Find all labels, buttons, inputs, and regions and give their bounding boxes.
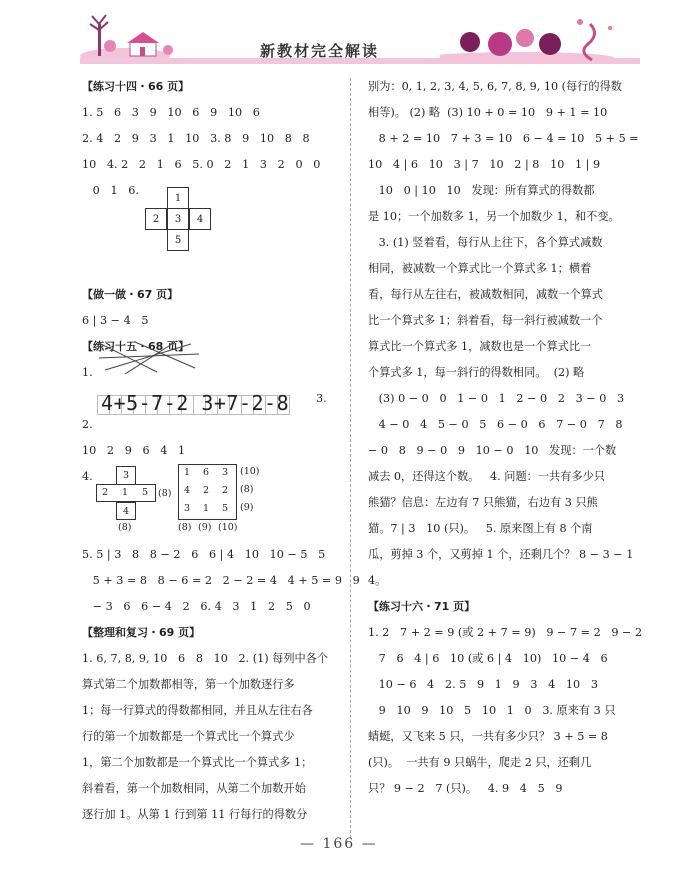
tree-house-decoration [80, 12, 190, 64]
answer-line: 看，每行从左往右，被减数相同，减数一个算式 [368, 288, 603, 301]
sum-box-right [178, 464, 288, 540]
answer-line: 7 6 4 | 6 10 (或 6 | 4 10) 10 − 4 6 [368, 652, 608, 665]
section-title: 【练习十六・71 页】 [368, 600, 476, 613]
answer-line: 5. 5 | 3 8 8 − 2 6 6 | 4 10 10 − 5 5 [82, 548, 326, 561]
answer-line: (3) 0 − 0 0 1 − 0 1 2 − 0 2 3 − 0 3 [368, 392, 625, 405]
sum-box-left [96, 466, 176, 536]
grid-cell-left: 2 [145, 208, 167, 230]
section-title: 【整理和复习・69 页】 [82, 626, 201, 639]
answer-line: 猫。7 | 3 10 (只)。 5. 原来图上有 8 个南 [368, 522, 593, 535]
grid-cell: 6 [203, 467, 210, 478]
column-divider [350, 78, 351, 838]
grid-cell-bottom: 5 [167, 229, 189, 251]
answer-line: − 3 6 6 − 4 2 6. 4 3 1 2 5 0 [82, 600, 311, 613]
col-label-3: (10) [218, 522, 238, 533]
right-column [368, 74, 668, 802]
box-cell-right: 5 [142, 487, 149, 498]
answer-line: 逐行加 1。从第 1 行到第 11 行每行的得数分 [82, 808, 308, 821]
answer-line: − 0 8 9 − 0 9 10 − 0 10 发现：一个数 [368, 444, 617, 457]
col-label-1: (8) [178, 522, 192, 533]
grid-cell-center: 3 [167, 208, 189, 230]
answer-line: 减去 0，还得这个数。 4. 问题：一共有多少只 [368, 470, 605, 483]
answer-line: 4。 [368, 574, 387, 587]
answer-line: 相同，被减数一个算式比一个算式多 1；横着 [368, 262, 592, 275]
grid-cell: 2 [203, 485, 210, 496]
figure-spacer [82, 204, 340, 230]
answer-line: 1. [82, 366, 93, 379]
header-title: 新教材完全解读 [260, 42, 380, 60]
answer-line: 瓜，剪掉 3 个，又剪掉 1 个，还剩几个？ 8 − 3 − 1 [368, 548, 634, 561]
answer-line: (只)。 一共有 9 只蜗牛，爬走 2 只，还剩几 [368, 756, 592, 769]
box-side-label: (8) [158, 488, 172, 499]
answer-line: 6 | 3 − 4 5 [82, 314, 149, 327]
answer-line: 1；每一行算式的得数都相同，并且从左往右各 [82, 704, 313, 717]
page-header [0, 0, 689, 78]
answer-line: 4 − 0 4 5 − 0 5 6 − 0 6 7 − 0 7 8 [368, 418, 623, 431]
section-title: 【做一做・67 页】 [82, 288, 179, 301]
box-cell-left: 2 [102, 487, 109, 498]
answer-line: 10 4 | 6 10 3 | 7 10 2 | 8 10 1 | 9 [368, 158, 601, 171]
answer-line: 8 + 2 = 10 7 + 3 = 10 6 − 4 = 10 5 + 5 = [368, 132, 639, 145]
answer-line: 4. [82, 470, 93, 483]
section-title: 【练习十五・68 页】 [82, 340, 190, 353]
answer-line: 是 10；一个加数多 1，另一个加数少 1，和不变。 [368, 210, 620, 223]
figure-spacer [82, 230, 340, 256]
answer-line: 3. (1) 竖着看，每行从上往下，各个算式减数 [368, 236, 603, 249]
answer-line: 9 10 9 10 5 10 1 0 3. 原来有 3 只 [368, 704, 616, 717]
grid-cell: 1 [203, 503, 210, 514]
answer-line: 1，第二个加数都是一个算式比一个算式多 1； [82, 756, 313, 769]
answer-line: 算式比一个算式多 1，减数也是一个算式比一 [368, 340, 592, 353]
answer-line: 相等)。 (2) 略 (3) 10 + 0 = 10 9 + 1 = 10 [368, 106, 608, 119]
row-label-2: (8) [240, 484, 254, 495]
grid-cell: 4 [184, 485, 191, 496]
answer-line: 10 − 6 4 2. 5 9 1 9 3 4 10 3 [368, 678, 598, 691]
answer-line: 0 1 6. [82, 184, 139, 197]
row-label-1: (10) [240, 466, 260, 477]
handwritten-equations: 4+5-7-2 3+7-2-8 [101, 391, 290, 415]
answer-line: 5 + 3 = 8 8 − 6 = 2 2 − 2 = 4 4 + 5 = 9 9 [82, 574, 360, 587]
answer-line: 个算式多 1，每一斜行的得数相同。 (2) 略 [368, 366, 585, 379]
answer-line: 10 4. 2 2 1 6 5. 0 2 1 3 2 0 0 [82, 158, 321, 171]
row-label-3: (9) [240, 502, 254, 513]
grid-cell: 1 [184, 467, 191, 478]
box-cell-bottom: 4 [116, 502, 136, 520]
section-title: 【练习十四・66 页】 [82, 80, 190, 93]
answer-line: 1. 5 6 3 9 10 6 9 10 6 [82, 106, 260, 119]
answer-line: 行的第一个加数都是一个算式比一个算式少 [82, 730, 295, 743]
grid-cell: 3 [184, 503, 191, 514]
figure-spacer [82, 256, 340, 282]
answer-line: 只？ 9 − 2 7 (只)。 4. 9 4 5 9 [368, 782, 563, 795]
answer-line: 斜着看，第一个加数相同，从第二个加数开始 [82, 782, 306, 795]
grid-cell-right: 4 [189, 208, 211, 230]
answer-line: 熊猫？信息：左边有 7 只熊猫，右边有 3 只熊 [368, 496, 598, 509]
answer-line: 蜻蜓，又飞来 5 只，一共有多少只？ 3 + 5 = 8 [368, 730, 608, 743]
box-middle-row [96, 484, 156, 502]
question-3-label: 3. [316, 392, 327, 405]
box-cell-center: 1 [122, 487, 129, 498]
answer-line: 10 0 | 10 10 发现：所有算式的得数都 [368, 184, 595, 197]
answer-line: 算式第二个加数都相等，第一个加数逐行多 [82, 678, 295, 691]
page-number: — 166 — [300, 836, 378, 852]
grid-cell-top: 1 [167, 187, 189, 209]
answer-line: 2. 4 2 9 3 1 10 3. 8 9 10 8 8 [82, 132, 310, 145]
flower-decoration [440, 14, 620, 64]
box-cell-top: 3 [116, 466, 136, 484]
col-label-2: (9) [198, 522, 212, 533]
answer-line: 2. [82, 418, 93, 431]
left-column [82, 74, 360, 828]
answer-line: 别为：0, 1, 2, 3, 4, 5, 6, 7, 8, 9, 10 (每行的得数 [368, 80, 622, 93]
answer-line: 10 2 9 6 4 1 [82, 444, 186, 457]
answer-line: 比一个算式多 1；斜着看，每一斜行被减数一个 [368, 314, 603, 327]
matching-lines-figure [95, 338, 205, 378]
answer-line: 1. 6, 7, 8, 9, 10 6 8 10 2. (1) 每列中各个 [82, 652, 329, 665]
grid-cell: 2 [222, 485, 229, 496]
grid-cell: 5 [222, 503, 229, 514]
box-bottom-label: (8) [118, 522, 132, 533]
answer-line: 1. 2 7 + 2 = 9 (或 2 + 7 = 9) 9 − 7 = 2 9 − 2 [368, 626, 643, 639]
grid-cell: 3 [222, 467, 229, 478]
